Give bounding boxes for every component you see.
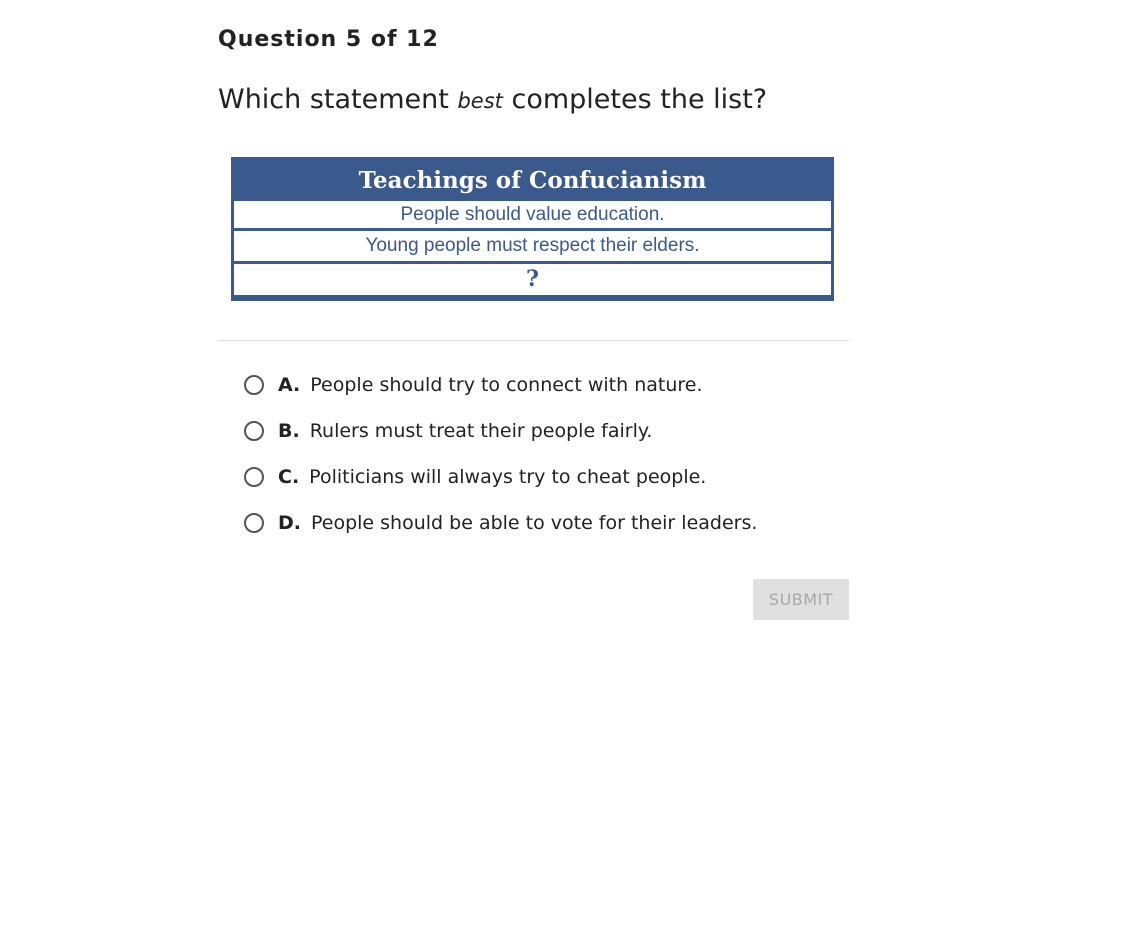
radio-button[interactable] bbox=[244, 467, 264, 487]
choice-text: Rulers must treat their people fairly. bbox=[309, 420, 653, 442]
prompt-text-end: completes the list? bbox=[511, 84, 768, 115]
choice-d[interactable] bbox=[244, 500, 757, 546]
radio-button[interactable] bbox=[244, 513, 264, 533]
section-divider bbox=[218, 340, 849, 341]
prompt-emphasis: best bbox=[457, 89, 503, 113]
choice-text: People should try to connect with nature. bbox=[310, 374, 703, 396]
teachings-table-image bbox=[231, 157, 834, 301]
answer-choices bbox=[244, 362, 757, 546]
question-counter: Question 5 of 12 bbox=[218, 27, 439, 52]
choice-letter: A. bbox=[278, 374, 301, 396]
teachings-table-row: People should value education. bbox=[234, 201, 831, 228]
choice-letter: D. bbox=[278, 512, 301, 534]
teachings-table-missing-row: ? bbox=[234, 264, 831, 295]
teachings-table-title: Teachings of Confucianism bbox=[358, 167, 707, 194]
choice-c[interactable] bbox=[244, 454, 757, 500]
radio-button[interactable] bbox=[244, 421, 264, 441]
teachings-table-row: Young people must respect their elders. bbox=[234, 231, 831, 261]
prompt-text-start: Which statement bbox=[218, 84, 449, 115]
submit-button[interactable]: SUBMIT bbox=[753, 579, 849, 620]
radio-button[interactable] bbox=[244, 375, 264, 395]
choice-b[interactable] bbox=[244, 408, 757, 454]
choice-a[interactable] bbox=[244, 362, 757, 408]
choice-letter: B. bbox=[278, 420, 300, 442]
question-prompt bbox=[218, 84, 767, 115]
choice-letter: C. bbox=[278, 466, 300, 488]
choice-text: People should be able to vote for their leaders. bbox=[311, 512, 758, 534]
choice-text: Politicians will always try to cheat people. bbox=[309, 466, 707, 488]
